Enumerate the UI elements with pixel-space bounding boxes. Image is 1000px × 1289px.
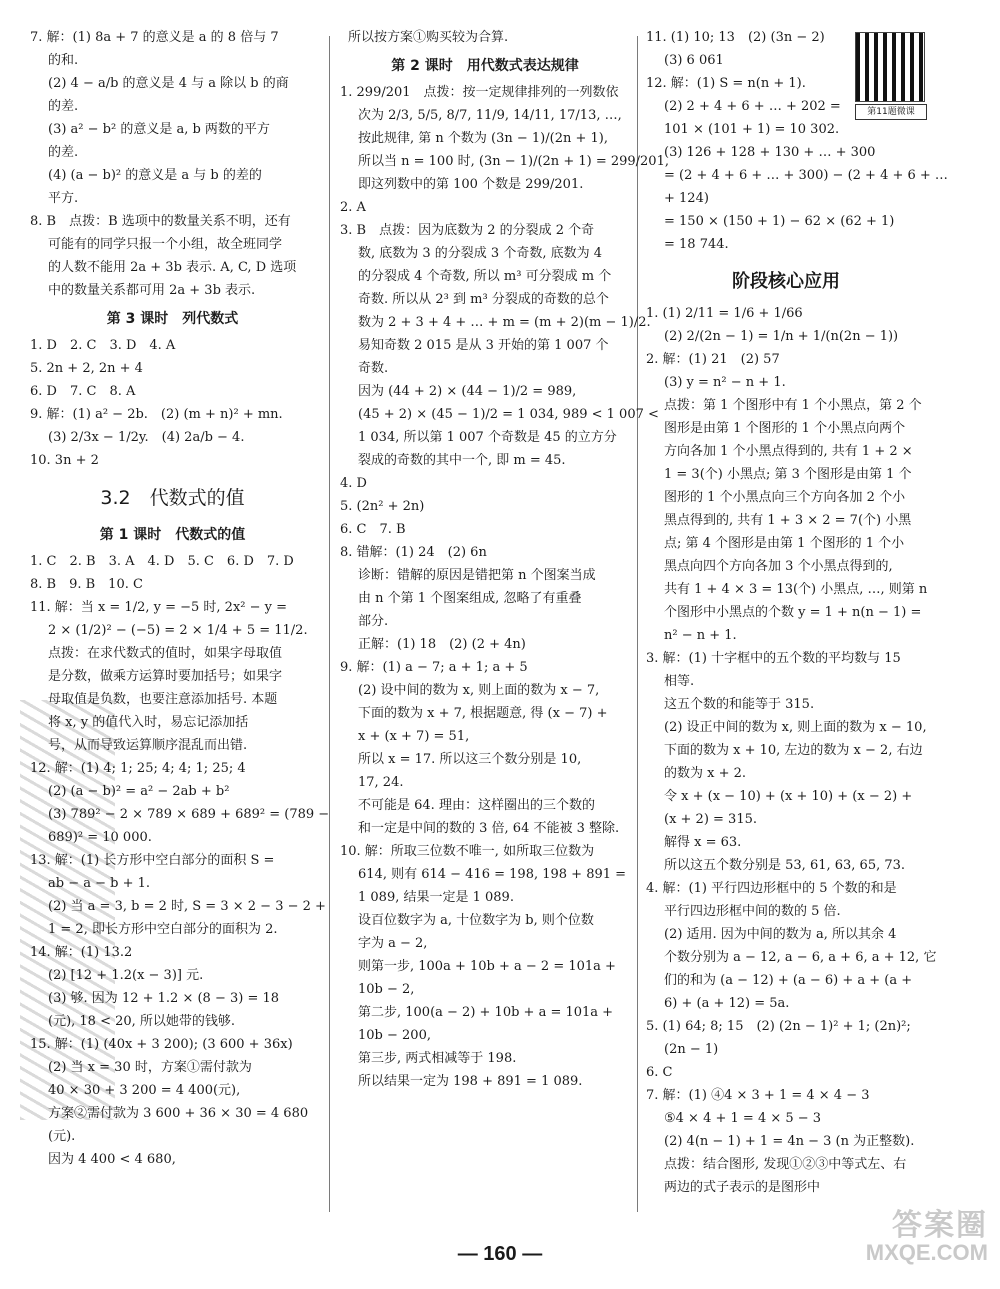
answer-line: 的人数不能用 2a + 3b 表示. A, C, D 选项 [48,260,297,275]
answer-line: 数为 2 + 3 + 4 + … + m = (m + 2)(m − 1)/2. [358,315,651,330]
answer-line: 和一定是中间的数的 3 倍, 64 不能被 3 整除. [358,821,620,836]
answer-line: ab − a − b + 1. [48,876,151,891]
answer-line: 可能有的同学只报一个小组，故全班同学 [48,237,283,252]
answer-line: 字为 a − 2, [358,936,428,951]
answer-line: 设百位数字为 a, 十位数字为 b, 则个位数 [358,913,594,928]
answer-line: (x + 2) = 315. [664,812,758,827]
answer-line: 1. 299/201 点拨：按一定规律排列的一列数依 [340,85,619,100]
answer-line: ⑤4 × 4 + 1 = 4 × 5 − 3 [664,1111,822,1126]
answer-line: (3) a² − b² 的意义是 a, b 两数的平方 [48,122,270,137]
answer-line: 9. 解：(1) a − 7; a + 1; a + 5 [340,660,528,675]
answer-line: (元), 18 < 20, 所以她带的钱够. [48,1014,236,1029]
answer-line: 因为 (44 + 2) × (44 − 1)/2 = 989, [358,384,577,399]
answer-line: 点拨：结合图形, 发现①②③中等式左、右 [664,1157,907,1172]
answer-line: (2) (a − b)² = a² − 2ab + b² [48,784,230,799]
answer-line: (2) [12 + 1.2(x − 3)] 元. [48,968,204,983]
answer-line: 1. C 2. B 3. A 4. D 5. C 6. D 7. D [30,554,294,569]
chapter-heading: 阶段核心应用 [732,271,840,292]
answer-line: 8. B 9. B 10. C [30,577,143,592]
answer-line: 13. 解：(1) 长方形中空白部分的面积 S = [30,853,275,868]
answer-line: 部分. [358,614,389,629]
answer-line: 方向各加 1 个小黑点得到的, 共有 1 + 2 × [664,444,913,459]
answer-line: 2. 解：(1) 21 (2) 57 [646,352,780,367]
answer-line: (3) 够. 因为 12 + 1.2 × (8 − 3) = 18 [48,991,280,1006]
answer-line: 相等. [664,674,695,689]
column-right [646,26,948,1199]
answer-line: 下面的数为 x + 10, 左边的数为 x − 2, 右边 [664,743,923,758]
answer-line: 14. 解：(1) 13.2 [30,945,133,960]
answer-line: 由 n 个第 1 个图案组成, 忽略了有重叠 [358,591,582,606]
site-watermark [818,1200,988,1270]
answer-line: 的差. [48,145,79,160]
answer-line: 裂成的奇数的其中一个, 即 m = 45. [358,453,566,468]
column-divider-left [329,36,330,1212]
answer-line: 的数为 x + 2. [664,766,747,781]
answer-line: 15. 解：(1) (40x + 3 200); (3 600 + 36x) [30,1037,293,1052]
answer-line: 图形的 1 个小黑点向三个方向各加 2 个小 [664,490,906,505]
answer-line: 8. 错解：(1) 24 (2) 6n [340,545,487,560]
answer-line: (2) 适用. 因为中间的数为 a, 所以其余 4 [664,927,897,942]
answer-line: 解得 x = 63. [664,835,742,850]
answer-line: 则第一步, 100a + 10b + a − 2 = 101a + [358,959,616,974]
answer-line: 黑点向四个方向各加 3 个小黑点得到的, [664,559,893,574]
answer-line: 所以结果一定为 198 + 891 = 1 089. [358,1074,583,1089]
answer-line: (45 + 2) × (45 − 1)/2 = 1 034, 989 < 1 007 < [358,407,659,422]
answer-line: 9. 解：(1) a² − 2b. (2) (m + n)² + mn. [30,407,283,422]
answer-line: (2n − 1) [664,1042,719,1057]
column-left [30,26,330,1171]
answer-line: 奇数. 所以从 2³ 到 m³ 分裂成的奇数的总个 [358,292,609,307]
qr-caption: 第11题微课 [855,104,927,120]
answer-line: 所以 x = 17. 所以这三个数分别是 10, [358,752,582,767]
answer-line: (3) 126 + 128 + 130 + … + 300 [664,145,876,160]
answer-line: = 150 × (150 + 1) − 62 × (62 + 1) [664,214,895,229]
watermark-logo-text: 答案圈 [892,1209,988,1242]
section-heading: 第 1 课时 代数式的值 [99,527,246,543]
answer-line: 3. 解：(1) 十字框中的五个数的平均数与 15 [646,651,901,666]
answer-line: = 18 744. [664,237,729,252]
answer-line: 1. D 2. C 3. D 4. A [30,338,176,353]
answer-line: 8. B 点拨：B 选项中的数量关系不明，还有 [30,214,291,229]
answer-line: 10b − 2, [358,982,415,997]
answer-line: (2) 当 a = 3, b = 2 时, S = 3 × 2 − 3 − 2 + [48,899,326,914]
answer-line: 2 × (1/2)² − (−5) = 2 × 1/4 + 5 = 11/2. [48,623,308,638]
answer-line: (4) (a − b)² 的意义是 a 与 b 的差的 [48,168,262,183]
answer-line: 所以这五个数分别是 53, 61, 63, 65, 73. [664,858,906,873]
answer-line: (2) 2/(2n − 1) = 1/n + 1/(n(2n − 1)) [664,329,899,344]
answer-line: 图形是由第 1 个图形的 1 个小黑点向两个 [664,421,906,436]
answer-line: 6. C [646,1065,673,1080]
answer-line: 次为 2/3, 5/5, 8/7, 11/9, 14/11, 17/13, …, [358,108,622,123]
answer-line: 6) + (a + 12) = 5a. [664,996,790,1011]
answer-line: 黑点得到的, 共有 1 + 3 × 2 = 7(个) 小黑 [664,513,912,528]
qr-code-icon [855,32,925,102]
page-number: — 160 — [457,1243,543,1265]
answer-line: 点; 第 4 个图形是由第 1 个图形的 1 个小 [664,536,905,551]
answer-line: 40 × 30 + 3 200 = 4 400(元), [48,1083,241,1098]
chapter-heading: 3.2 代数式的值 [100,487,245,509]
answer-line: 的分裂成 4 个奇数, 所以 m³ 可分裂成 m 个 [358,269,612,284]
answer-line: n² − n + 1. [664,628,737,643]
answer-line: 12. 解：(1) S = n(n + 1). [646,76,806,91]
answer-line: + 124) [664,191,709,206]
answer-line: 按此规律, 第 n 个数为 (3n − 1)/(2n + 1), [358,131,608,146]
answer-line: 11. (1) 10; 13 (2) (3n − 2) [646,30,825,45]
answer-line: 101 × (101 + 1) = 10 302. [664,122,840,137]
answer-line: 689)² = 10 000. [48,830,152,845]
answer-line: 第三步, 两式相减等于 198. [358,1051,517,1066]
answer-line: 1 034, 所以第 1 007 个奇数是 45 的立方分 [358,430,617,445]
answer-line: 6. D 7. C 8. A [30,384,136,399]
answer-line: (2) 2 + 4 + 6 + … + 202 = [664,99,841,114]
answer-line: (2) 设中间的数为 x, 则上面的数为 x − 7, [358,683,600,698]
answer-line: 的差. [48,99,79,114]
answer-line: 平方. [48,191,79,206]
answer-line: 数, 底数为 3 的分裂成 3 个奇数, 底数为 4 [358,246,603,261]
answer-line: 10b − 200, [358,1028,431,1043]
answer-line: 个图形中小黑点的个数 y = 1 + n(n − 1) = [664,605,922,620]
answer-line: 这五个数的和能等于 315. [664,697,815,712]
answer-line: 即这列数中的第 100 个数是 299/201. [358,177,584,192]
qr-code[interactable] [855,32,927,120]
answer-line: (3) 789² − 2 × 789 × 689 + 689² = (789 − [48,807,330,822]
answer-line: (2) 设正中间的数为 x, 则上面的数为 x − 10, [664,720,927,735]
answer-line: (3) y = n² − n + 1. [664,375,786,390]
answer-line: 1 = 2, 即长方形中空白部分的面积为 2. [48,922,278,937]
answer-line: 2. A [340,200,366,215]
column-middle [340,26,669,1093]
answer-line: 7. 解：(1) 8a + 7 的意义是 a 的 8 倍与 7 [30,30,279,45]
watermark-url: MXQE.COM [865,1240,988,1265]
answer-line: 1 089, 结果一定是 1 089. [358,890,514,905]
answer-line: (2) 4(n − 1) + 1 = 4n − 3 (n 为正整数). [664,1134,915,1149]
answer-line: 点拨：第 1 个图形中有 1 个小黑点，第 2 个 [664,398,922,413]
answer-line: 17, 24. [358,775,404,790]
answer-line: 因为 4 400 < 4 680, [48,1152,176,1167]
answer-line: 个数分别为 a − 12, a − 6, a + 6, a + 12, 它 [664,950,937,965]
answer-line: (3) 2/3x − 1/2y. (4) 2a/b − 4. [48,430,245,445]
answer-line: 是分数，做乘方运算时要加括号；如果字 [48,669,283,684]
answer-line: 6. C 7. B [340,522,406,537]
answer-line: 奇数. [358,361,389,376]
answer-line: 1 = 3(个) 小黑点; 第 3 个图形是由第 1 个 [664,467,912,482]
answer-line: 614, 则有 614 − 416 = 198, 198 + 891 = [358,867,627,882]
answer-line: 5. (2n² + 2n) [340,499,425,514]
answer-line: 4. 解：(1) 平行四边形框中的 5 个数的和是 [646,881,897,896]
answer-line: 7. 解：(1) ④4 × 3 + 1 = 4 × 4 − 3 [646,1088,870,1103]
answer-line: 11. 解：当 x = 1/2, y = −5 时, 2x² − y = [30,600,288,615]
section-heading: 第 3 课时 列代数式 [106,311,239,327]
answer-line: 两边的式子表示的是图形中 [664,1180,821,1195]
answer-line: (2) 当 x = 30 时，方案①需付款为 [48,1060,252,1075]
answer-line: 的和. [48,53,79,68]
section-heading: 第 2 课时 用代数式表达规律 [391,58,579,74]
answer-line: 中的数量关系都可用 2a + 3b 表示. [48,283,256,298]
answer-line: 10. 解：所取三位数不唯一, 如所取三位数为 [340,844,595,859]
answer-line: 所以当 n = 100 时, (3n − 1)/(2n + 1) = 299/201, [358,154,669,169]
answer-line: 们的和为 (a − 12) + (a − 6) + a + (a + [664,973,913,988]
answer-line: 4. D [340,476,367,491]
answer-line: 10. 3n + 2 [30,453,99,468]
answer-line: (元). [48,1129,76,1144]
answer-line: (2) 4 − a/b 的意义是 4 与 a 除以 b 的商 [48,76,289,91]
answer-line: 共有 1 + 4 × 3 = 13(个) 小黑点, …, 则第 n [664,582,928,597]
answer-line: 易知奇数 2 015 是从 3 开始的第 1 007 个 [358,338,609,353]
answer-line: 不可能是 64. 理由：这样圈出的三个数的 [358,798,595,813]
column-divider-right [637,36,638,1212]
answer-line: (3) 6 061 [664,53,724,68]
answer-line: 1. (1) 2/11 = 1/6 + 1/66 [646,306,803,321]
answer-line: 下面的数为 x + 7, 根据题意, 得 (x − 7) + [358,706,608,721]
answer-line: 方案②需付款为 3 600 + 36 × 30 = 4 680 [48,1106,309,1121]
answer-line: = (2 + 4 + 6 + … + 300) − (2 + 4 + 6 + … [664,168,948,183]
answer-line: 5. (1) 64; 8; 15 (2) (2n − 1)² + 1; (2n)²; [646,1019,911,1034]
answer-line: 平行四边形框中间的数的 5 倍. [664,904,841,919]
answer-line: 正解：(1) 18 (2) (2 + 4n) [358,637,526,652]
answer-line: 12. 解：(1) 4; 1; 25; 4; 4; 1; 25; 4 [30,761,246,776]
answer-line: 点拨：在求代数式的值时，如果字母取值 [48,646,283,661]
answer-line: 所以按方案①购买较为合算. [348,30,509,45]
answer-line: 令 x + (x − 10) + (x + 10) + (x − 2) + [664,789,913,804]
answer-line: 5. 2n + 2, 2n + 4 [30,361,143,376]
answer-line: 将 x, y 的值代入时，易忘记添加括 [48,715,249,730]
answer-line: 号，从而导致运算顺序混乱而出错. [48,738,248,753]
answer-line: 3. B 点拨：因为底数为 2 的分裂成 2 个奇 [340,223,595,238]
answer-line: 诊断：错解的原因是错把第 n 个图案当成 [358,568,596,583]
answer-line: 母取值是负数，也要注意添加括号. 本题 [48,692,278,707]
answer-line: x + (x + 7) = 51, [358,729,470,744]
answer-line: 第二步, 100(a − 2) + 10b + a = 101a + [358,1005,614,1020]
